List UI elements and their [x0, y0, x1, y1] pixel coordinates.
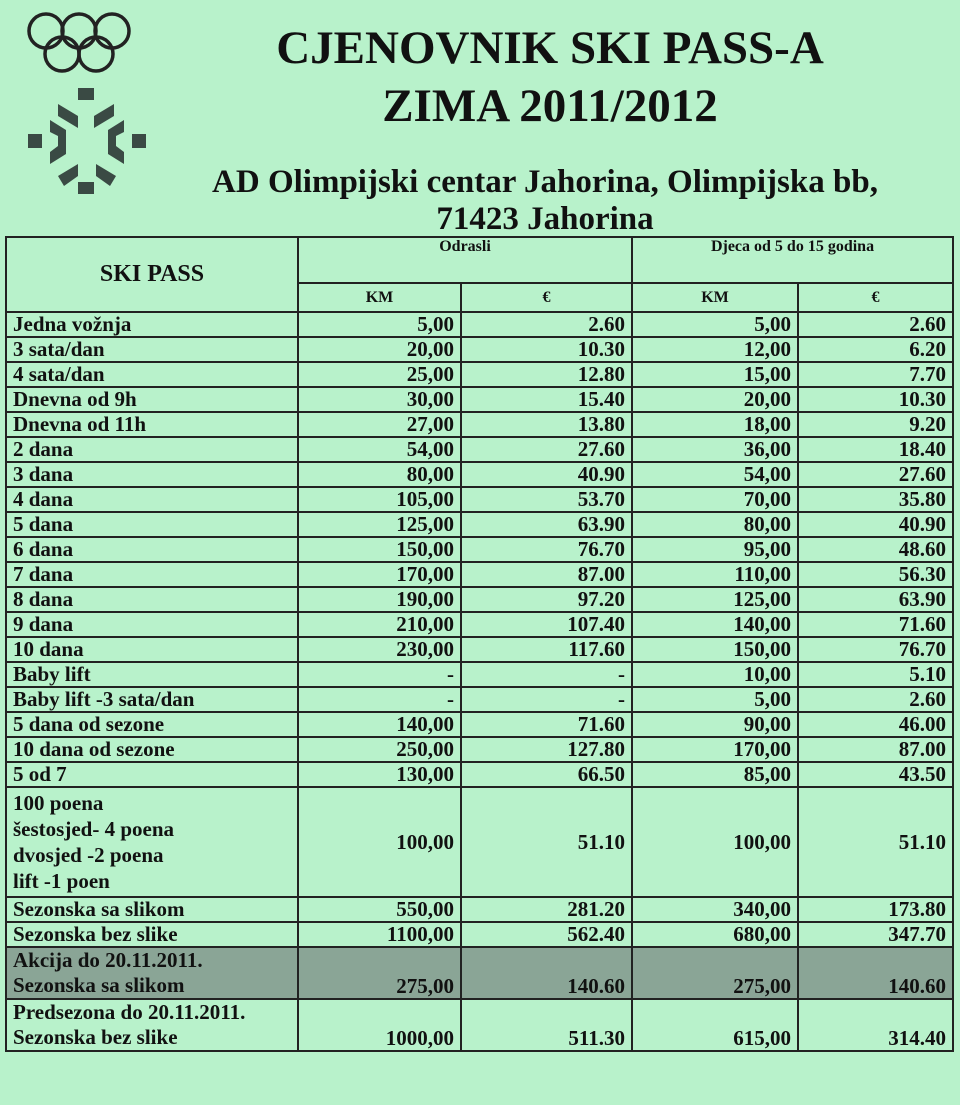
children-km-value: 95,00	[632, 537, 798, 562]
adults-eur-value: 27.60	[461, 437, 632, 462]
adults-eur-value: 13.80	[461, 412, 632, 437]
table-row	[6, 737, 953, 762]
adults-km-value: 550,00	[298, 897, 461, 922]
adults-eur-value: 97.20	[461, 587, 632, 612]
price-table	[5, 236, 954, 1052]
children-eur-value: 314.40	[798, 999, 953, 1051]
adults-eur-value: 15.40	[461, 387, 632, 412]
children-km-value: 5,00	[632, 312, 798, 337]
row-label: Sezonska bez slike	[6, 922, 298, 947]
table-row	[6, 587, 953, 612]
adults-km-value: -	[298, 687, 461, 712]
children-km-value: 15,00	[632, 362, 798, 387]
table-row	[6, 387, 953, 412]
table-row	[6, 562, 953, 587]
children-eur-value: 48.60	[798, 537, 953, 562]
adults-km-value: 150,00	[298, 537, 461, 562]
row-label: 3 dana	[6, 462, 298, 487]
adults-km-value: 210,00	[298, 612, 461, 637]
adults-eur-value: 562.40	[461, 922, 632, 947]
children-km-value: 18,00	[632, 412, 798, 437]
adults-km-value: 1000,00	[298, 999, 461, 1051]
children-eur-value: 2.60	[798, 687, 953, 712]
adults-eur-header: €	[461, 283, 632, 312]
adults-eur-value: 66.50	[461, 762, 632, 787]
adults-km-value: 30,00	[298, 387, 461, 412]
table-row	[6, 612, 953, 637]
adults-km-value: 54,00	[298, 437, 461, 462]
children-eur-value: 35.80	[798, 487, 953, 512]
children-km-value: 340,00	[632, 897, 798, 922]
adults-km-value: 5,00	[298, 312, 461, 337]
adults-eur-value: 53.70	[461, 487, 632, 512]
table-row	[6, 637, 953, 662]
children-eur-value: 173.80	[798, 897, 953, 922]
children-eur-value: 40.90	[798, 512, 953, 537]
adults-km-value: 25,00	[298, 362, 461, 387]
adults-km-value: 190,00	[298, 587, 461, 612]
children-km-value: 20,00	[632, 387, 798, 412]
children-eur-value: 2.60	[798, 312, 953, 337]
address-line-2: 71423 Jahorina	[436, 201, 654, 237]
row-label: 10 dana	[6, 637, 298, 662]
row-label: Dnevna od 9h	[6, 387, 298, 412]
children-eur-value: 9.20	[798, 412, 953, 437]
adults-eur-value: 76.70	[461, 537, 632, 562]
adults-eur-value: -	[461, 662, 632, 687]
adults-km-value: 170,00	[298, 562, 461, 587]
row-label: Sezonska sa slikom	[6, 897, 298, 922]
children-eur-value: 56.30	[798, 562, 953, 587]
adults-eur-value: 281.20	[461, 897, 632, 922]
adults-km-value: 20,00	[298, 337, 461, 362]
row-label: 100 poena šestosjed- 4 poena dvosjed -2 poena lift -1 poen	[6, 787, 298, 897]
table-row	[6, 897, 953, 922]
row-label: 9 dana	[6, 612, 298, 637]
children-km-value: 100,00	[632, 787, 798, 897]
table-row	[6, 437, 953, 462]
row-label: 5 dana od sezone	[6, 712, 298, 737]
children-header: Djeca od 5 do 15 godina	[632, 237, 953, 283]
children-eur-value: 6.20	[798, 337, 953, 362]
table-row	[6, 487, 953, 512]
adults-eur-value: 140.60	[461, 947, 632, 999]
adults-eur-value: 2.60	[461, 312, 632, 337]
children-eur-value: 5.10	[798, 662, 953, 687]
table-row	[6, 512, 953, 537]
row-label: 3 sata/dan	[6, 337, 298, 362]
table-row	[6, 762, 953, 787]
children-eur-value: 87.00	[798, 737, 953, 762]
children-km-value: 70,00	[632, 487, 798, 512]
adults-km-value: 250,00	[298, 737, 461, 762]
children-eur-value: 51.10	[798, 787, 953, 897]
adults-eur-value: 107.40	[461, 612, 632, 637]
children-km-value: 125,00	[632, 587, 798, 612]
ski-pass-header: SKI PASS	[6, 237, 298, 312]
children-eur-value: 10.30	[798, 387, 953, 412]
children-km-value: 85,00	[632, 762, 798, 787]
table-row	[6, 712, 953, 737]
address-line-1: AD Olimpijski centar Jahorina, Olimpijska bb,	[212, 164, 878, 200]
row-label: Akcija do 20.11.2011. Sezonska sa slikom	[6, 947, 298, 999]
children-km-value: 680,00	[632, 922, 798, 947]
adults-eur-value: 511.30	[461, 999, 632, 1051]
adults-eur-value: 117.60	[461, 637, 632, 662]
children-km-value: 80,00	[632, 512, 798, 537]
children-eur-value: 18.40	[798, 437, 953, 462]
olympic-emblem-logo	[24, 6, 154, 196]
table-row	[6, 362, 953, 387]
adults-km-header: KM	[298, 283, 461, 312]
table-row	[6, 312, 953, 337]
adults-km-value: 140,00	[298, 712, 461, 737]
table-row	[6, 337, 953, 362]
row-label: 7 dana	[6, 562, 298, 587]
children-km-value: 170,00	[632, 737, 798, 762]
row-label: 6 dana	[6, 537, 298, 562]
price-rows	[6, 312, 953, 1051]
children-km-value: 54,00	[632, 462, 798, 487]
children-km-value: 5,00	[632, 687, 798, 712]
children-eur-value: 63.90	[798, 587, 953, 612]
children-eur-value: 140.60	[798, 947, 953, 999]
adults-eur-value: 10.30	[461, 337, 632, 362]
table-row	[6, 787, 953, 897]
row-label: Baby lift	[6, 662, 298, 687]
adults-km-value: 125,00	[298, 512, 461, 537]
children-eur-value: 27.60	[798, 462, 953, 487]
children-eur-header: €	[798, 283, 953, 312]
adults-eur-value: 71.60	[461, 712, 632, 737]
page-title: CJENOVNIK SKI PASS-A	[276, 22, 824, 74]
adults-eur-value: 127.80	[461, 737, 632, 762]
children-km-value: 36,00	[632, 437, 798, 462]
children-km-value: 140,00	[632, 612, 798, 637]
children-km-value: 615,00	[632, 999, 798, 1051]
adults-km-value: 130,00	[298, 762, 461, 787]
row-label: 2 dana	[6, 437, 298, 462]
children-km-value: 275,00	[632, 947, 798, 999]
children-eur-value: 76.70	[798, 637, 953, 662]
children-eur-value: 7.70	[798, 362, 953, 387]
children-km-value: 150,00	[632, 637, 798, 662]
children-km-value: 10,00	[632, 662, 798, 687]
children-km-value: 12,00	[632, 337, 798, 362]
row-label: Dnevna od 11h	[6, 412, 298, 437]
adults-eur-value: 12.80	[461, 362, 632, 387]
row-label: 4 dana	[6, 487, 298, 512]
children-eur-value: 347.70	[798, 922, 953, 947]
adults-km-value: 100,00	[298, 787, 461, 897]
table-row	[6, 662, 953, 687]
table-row	[6, 999, 953, 1051]
adults-km-value: -	[298, 662, 461, 687]
children-km-value: 110,00	[632, 562, 798, 587]
adults-km-value: 230,00	[298, 637, 461, 662]
row-label: Baby lift -3 sata/dan	[6, 687, 298, 712]
table-row	[6, 687, 953, 712]
row-label: 5 od 7	[6, 762, 298, 787]
adults-km-value: 27,00	[298, 412, 461, 437]
adults-header: Odrasli	[298, 237, 632, 283]
row-label: Jedna vožnja	[6, 312, 298, 337]
adults-eur-value: -	[461, 687, 632, 712]
row-label: 10 dana od sezone	[6, 737, 298, 762]
adults-eur-value: 51.10	[461, 787, 632, 897]
table-row	[6, 412, 953, 437]
page-subtitle-season: ZIMA 2011/2012	[382, 80, 718, 132]
adults-eur-value: 87.00	[461, 562, 632, 587]
children-eur-value: 46.00	[798, 712, 953, 737]
children-eur-value: 43.50	[798, 762, 953, 787]
adults-km-value: 80,00	[298, 462, 461, 487]
adults-eur-value: 40.90	[461, 462, 632, 487]
row-label: Predsezona do 20.11.2011. Sezonska bez slike	[6, 999, 298, 1051]
row-label: 4 sata/dan	[6, 362, 298, 387]
table-row	[6, 947, 953, 999]
adults-km-value: 105,00	[298, 487, 461, 512]
table-row	[6, 922, 953, 947]
table-row	[6, 537, 953, 562]
adults-km-value: 275,00	[298, 947, 461, 999]
row-label: 5 dana	[6, 512, 298, 537]
children-km-header: KM	[632, 283, 798, 312]
adults-eur-value: 63.90	[461, 512, 632, 537]
row-label: 8 dana	[6, 587, 298, 612]
children-eur-value: 71.60	[798, 612, 953, 637]
table-row	[6, 462, 953, 487]
adults-km-value: 1100,00	[298, 922, 461, 947]
children-km-value: 90,00	[632, 712, 798, 737]
